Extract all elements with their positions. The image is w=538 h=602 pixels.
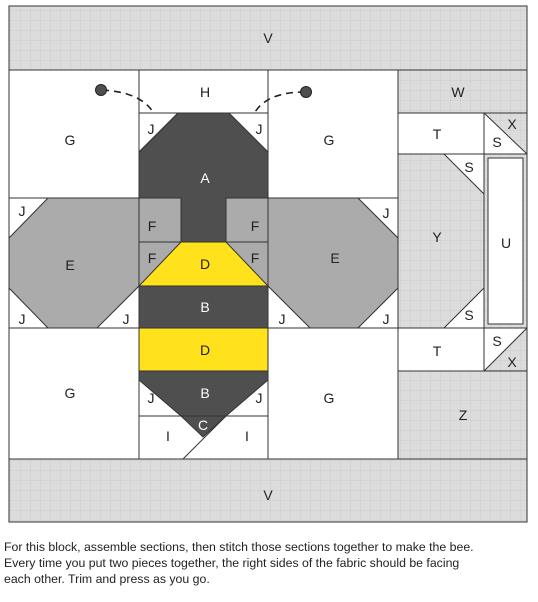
label-v-top: V xyxy=(263,30,273,46)
label-b-bottom: B xyxy=(200,385,210,401)
label-g-bottom-right: G xyxy=(323,390,335,406)
label-e-left: E xyxy=(65,257,75,273)
instructions-caption xyxy=(4,539,532,587)
label-i-right: I xyxy=(245,428,249,444)
label-j-wing-right-top: J xyxy=(382,205,390,221)
caption-line-3: each other. Trim and press as you go. xyxy=(4,572,210,586)
piece-f-left-top xyxy=(139,198,181,242)
label-s-top-right: S xyxy=(492,134,502,150)
caption-line-2: Every time you put two pieces together, the right sides of the fabric should be facing xyxy=(4,556,460,570)
label-d-bottom: D xyxy=(199,342,211,358)
label-j-wing-left-br: J xyxy=(122,311,130,327)
label-j-tail-right: J xyxy=(255,390,263,406)
label-g-top-left: G xyxy=(64,132,76,148)
antenna-right-tip xyxy=(301,87,312,98)
label-j-wing-left-bl: J xyxy=(18,311,26,327)
label-v-bottom: V xyxy=(263,487,273,503)
label-j-wing-left-top: J xyxy=(18,203,26,219)
label-x-top: X xyxy=(507,116,517,132)
label-c: C xyxy=(197,417,209,433)
label-j-head-right: J xyxy=(255,121,263,137)
label-j-tail-left: J xyxy=(147,390,155,406)
label-f-right-top: F xyxy=(250,218,260,234)
label-h: H xyxy=(199,84,211,100)
label-f-right-bottom: F xyxy=(250,250,260,266)
label-f-left-bottom: F xyxy=(147,250,157,266)
label-t-bottom: T xyxy=(432,343,442,359)
label-i-left: I xyxy=(166,428,170,444)
label-j-wing-right-bl: J xyxy=(278,311,286,327)
caption-line-1: For this block, assemble sections, then stitch those sections together to make the bee. xyxy=(4,540,474,554)
label-d-top: D xyxy=(199,256,211,272)
label-g-bottom-left: G xyxy=(64,385,76,401)
label-u: U xyxy=(500,235,512,251)
label-j-head-left: J xyxy=(147,121,155,137)
label-t-top: T xyxy=(432,126,442,142)
label-j-wing-right-br: J xyxy=(382,311,390,327)
label-w: W xyxy=(451,84,465,100)
label-a: A xyxy=(200,170,210,186)
label-y: Y xyxy=(432,229,442,245)
label-x-bottom: X xyxy=(507,354,517,370)
label-b-top: B xyxy=(200,299,210,315)
label-s-y-bottom: S xyxy=(464,307,474,323)
piece-f-right-top xyxy=(226,198,268,242)
label-z: Z xyxy=(458,407,468,423)
label-e-right: E xyxy=(330,250,340,266)
label-f-left-top: F xyxy=(147,218,157,234)
label-s-bottom-right: S xyxy=(492,333,502,349)
antenna-left-tip xyxy=(96,85,107,96)
label-g-top-right: G xyxy=(323,132,335,148)
label-s-y-top: S xyxy=(464,159,474,175)
